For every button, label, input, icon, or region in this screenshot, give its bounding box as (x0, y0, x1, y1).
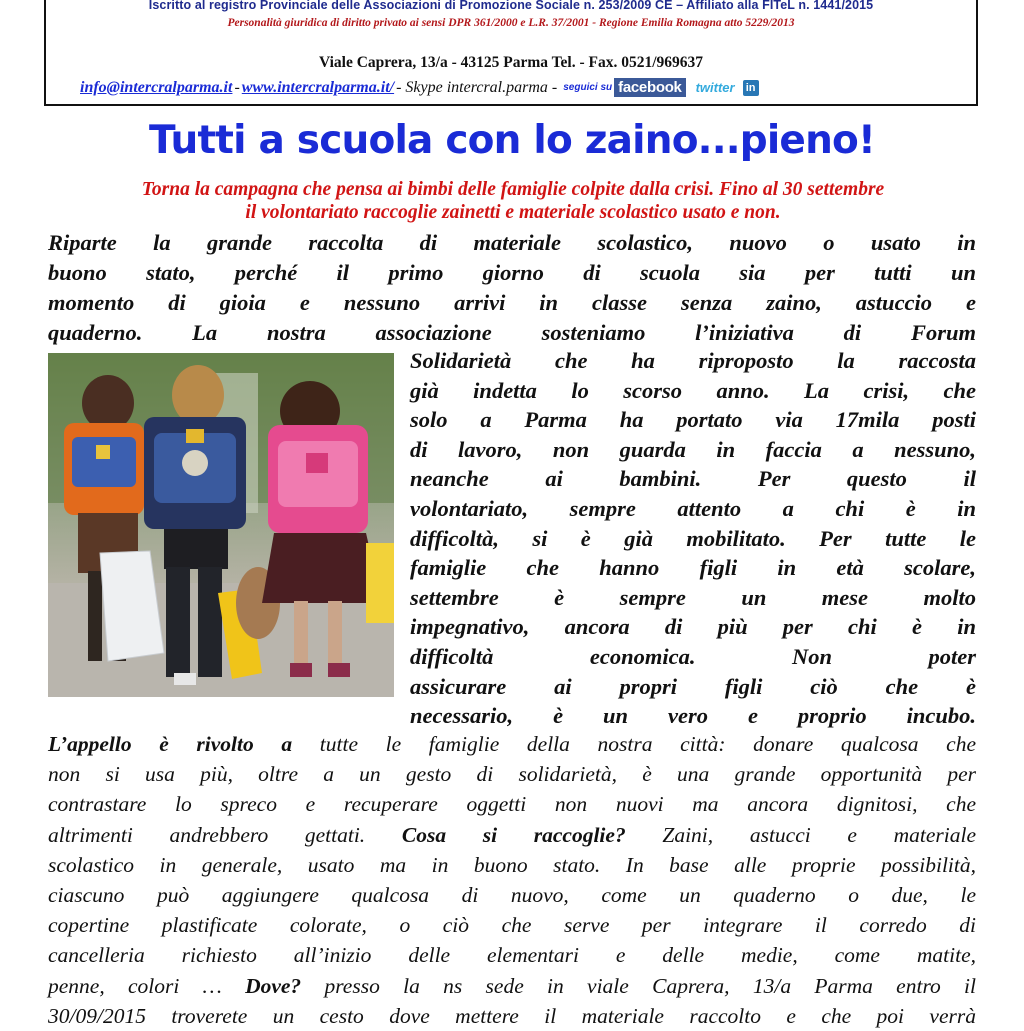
facebook-icon[interactable]: facebook (614, 78, 685, 97)
subheadline-line: Torna la campagna che pensa ai bimbi delle famiglie colpite dalla crisi. Fino al 30 settembre (141, 179, 885, 200)
appeal-line: L’appello è rivolto a tutte le famiglie della nostra città: donare qualcosa che (48, 732, 976, 756)
subheadline-line: il volontariato raccoglie zainetti e materiale scolastico usato e non. (245, 202, 781, 223)
children-backpacks-photo (48, 353, 394, 697)
address-line: Viale Caprera, 13/a - 43125 Parma Tel. - Fax. 0521/969637 (318, 54, 704, 71)
appeal-line: penne, colori … Dove? presso la ns sede in viale Caprera, 13/a Parma entro il (48, 973, 976, 998)
where-label: Dove? (245, 973, 302, 998)
wrapped-text-column (410, 346, 976, 731)
appeal-line: ciascuno può aggiungere qualcosa di nuovo, come un quaderno o due, le (48, 883, 976, 908)
body-line: già indetta lo scorso anno. La crisi, che (410, 377, 976, 403)
separator: - (234, 78, 240, 96)
email-link[interactable]: info@intercralparma.it (80, 78, 233, 96)
appeal-line: cancelleria richiesto all’inizio delle elementari e delle medie, come matite, (48, 943, 976, 968)
legal-status-line: Personalità giuridica di diritto privato ai sensi DPR 361/2000 e L.R. 37/2001 - Regione Emilia Romagna atto 5229/2013 (227, 17, 795, 29)
body-line: famiglie che hanno figli in età scolare, (410, 555, 976, 581)
appeal-line: copertine plastificate colorate, o ciò che serve per integrare il corredo di (48, 913, 976, 938)
intro-line: buono stato, perché il primo giorno di scuola sia per tutti un (48, 260, 976, 285)
body-line: difficoltà, si è già mobilitato. Per tutte le (410, 525, 976, 551)
appeal-line: scolastico in generale, usato ma in buono stato. In base alle proprie possibilità, (48, 852, 976, 877)
body-line: necessario, è un vero e proprio incubo. (410, 703, 976, 729)
intro-line: momento di gioia e nessuno arrivi in classe senza zaino, astuccio e (48, 290, 976, 315)
article-headline: Tutti a scuola con lo zaino...pieno! (148, 118, 876, 163)
appeal-line: 30/09/2015 troverete un cesto dove mettere il materiale raccolto e che poi verrà (48, 1003, 976, 1028)
letterhead (44, 0, 978, 106)
linkedin-icon[interactable]: in (743, 80, 759, 96)
appeal-paragraph (48, 729, 976, 1031)
body-line: volontariato, sempre attento a chi è in (410, 495, 976, 521)
skype-label: - Skype intercral.parma - (396, 78, 558, 96)
intro-line: Riparte la grande raccolta di materiale scolastico, nuovo o usato in (48, 230, 976, 255)
twitter-icon[interactable]: twitter (695, 80, 735, 95)
what-collected-label: Cosa si raccoglie? (401, 822, 626, 847)
body-line: difficoltà economica. Non poter (410, 643, 976, 669)
appeal-lead: L’appello è rivolto a (48, 732, 293, 756)
website-link[interactable]: www.intercralparma.it/ (241, 78, 395, 96)
body-line: di lavoro, non guarda in faccia a nessuno, (410, 436, 976, 462)
body-line: impegnativo, ancora di più per chi è in (410, 614, 976, 640)
article-subheadline (46, 178, 980, 224)
intro-paragraph (48, 228, 976, 348)
body-line: solo a Parma ha portato via 17mila posti (410, 407, 976, 433)
body-line: assicurare ai propri figli ciò che è (410, 673, 976, 699)
intro-line: quaderno. La nostra associazione sosteniamo l’iniziativa di Forum (48, 320, 976, 345)
appeal-line: altrimenti andrebbero gettati. Cosa si raccoglie? Zaini, astucci e materiale (48, 822, 977, 847)
body-line: Solidarietà che ha riproposto la raccosta (410, 348, 976, 373)
appeal-line: contrastare lo spreco e recuperare oggetti non nuovi ma ancora dignitosi, che (48, 792, 976, 817)
appeal-line: non si usa più, oltre a un gesto di solidarietà, è una grande opportunità per (48, 762, 976, 787)
follow-label: seguici su (563, 82, 613, 93)
registration-line: Iscritto al registro Provinciale delle Associazioni di Promozione Sociale n. 253/2009 CE – Affiliato alla FITeL n. 1441/2015 (148, 0, 874, 12)
body-line: settembre è sempre un mese molto (410, 584, 976, 610)
contact-line (80, 78, 759, 97)
body-line: neanche ai bambini. Per questo il (410, 466, 976, 492)
